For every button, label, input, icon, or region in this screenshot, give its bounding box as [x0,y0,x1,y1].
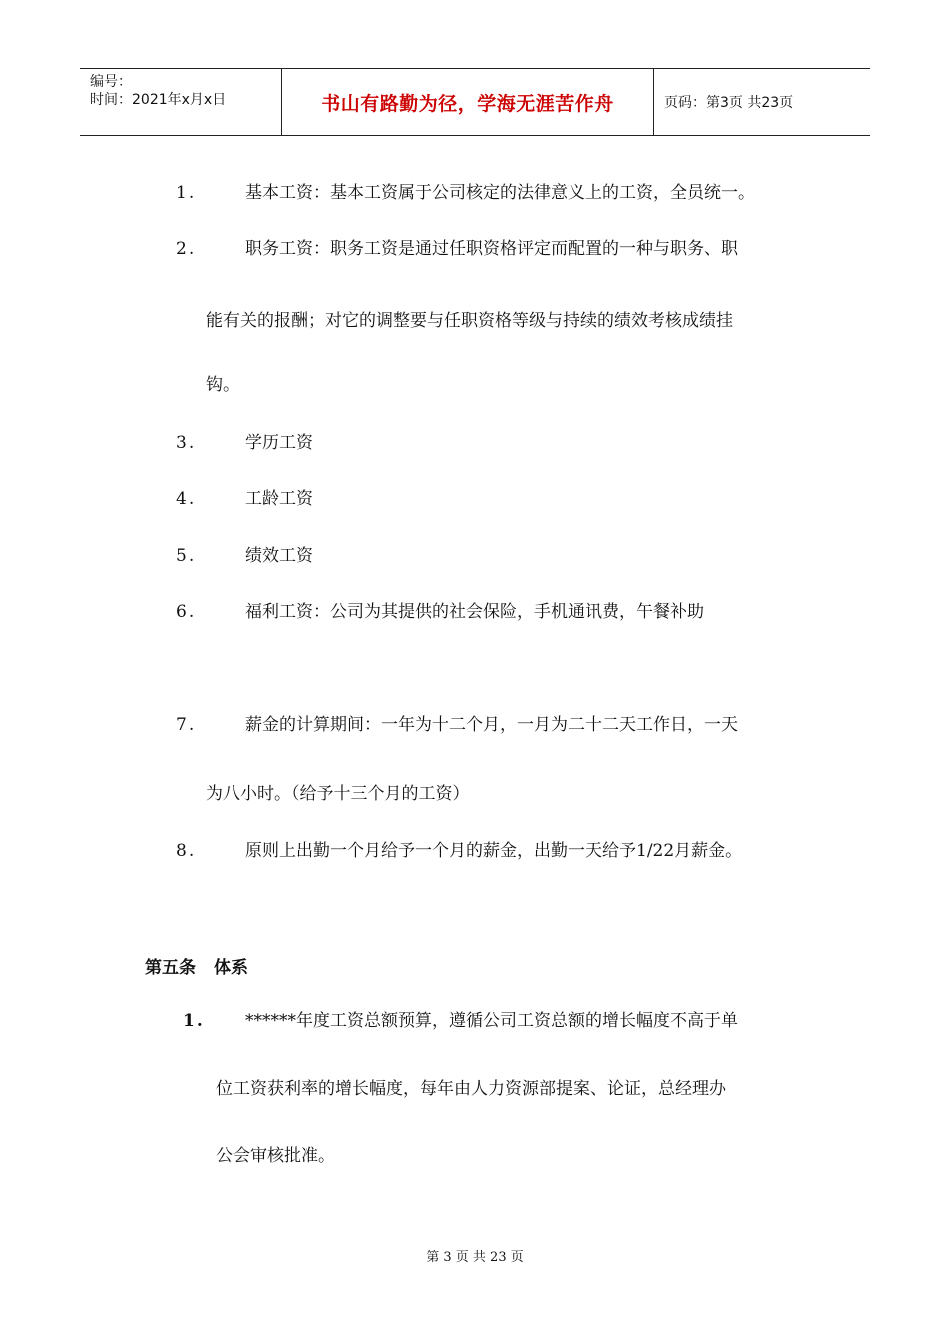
section-item-text: 公会审核批准。 [216,1146,335,1166]
section-heading [145,953,248,978]
item-text: 能有关的报酬；对它的调整要与任职资格等级与持续的绩效考核成绩挂 [206,311,733,331]
item-text: 为八小时。（给予十三个月的工资） [206,784,470,804]
item-number: 1. [176,183,197,203]
item-number: 3. [176,433,197,453]
item-number: 7. [176,715,197,735]
item-text: 工龄工资 [245,489,313,509]
page-footer: 第 3 页 共 23 页 [426,1250,524,1265]
item-text: 钩。 [206,375,240,395]
page-header [80,68,870,136]
item-text: 职务工资：职务工资是通过任职资格评定而配置的一种与职务、职 [245,239,738,259]
section-item-number: 1. [183,1011,205,1031]
item-number: 8. [176,841,197,861]
doc-id-label: 编号： [90,74,132,90]
section-item-text: 位工资获利率的增长幅度，每年由人力资源部提案、论证，总经理办 [216,1079,726,1099]
section-subtitle: 体系 [214,958,248,978]
section-title: 第五条 [145,958,196,978]
item-text: 原则上出勤一个月给予一个月的薪金，出勤一天给予1/22月薪金。 [245,841,743,861]
doc-time: 时间：2021年x月x日 [90,92,227,108]
header-page-info: 页码：第3页 共23页 [664,95,794,111]
item-text: 薪金的计算期间：一年为十二个月，一月为二十二天工作日，一天 [245,715,738,735]
item-number: 2. [176,239,197,259]
item-number: 5. [176,546,197,566]
header-motto: 书山有路勤为径，学海无涯苦作舟 [282,69,654,135]
item-text: 福利工资：公司为其提供的社会保险，手机通讯费，午餐补助 [245,602,704,622]
item-number: 4. [176,489,197,509]
header-meta [80,69,282,135]
section-item-text: ******年度工资总额预算，遵循公司工资总额的增长幅度不高于单 [245,1011,738,1031]
item-text: 基本工资：基本工资属于公司核定的法律意义上的工资，全员统一。 [245,183,755,203]
item-text: 学历工资 [245,433,313,453]
item-number: 6. [176,602,197,622]
item-text: 绩效工资 [245,546,313,566]
